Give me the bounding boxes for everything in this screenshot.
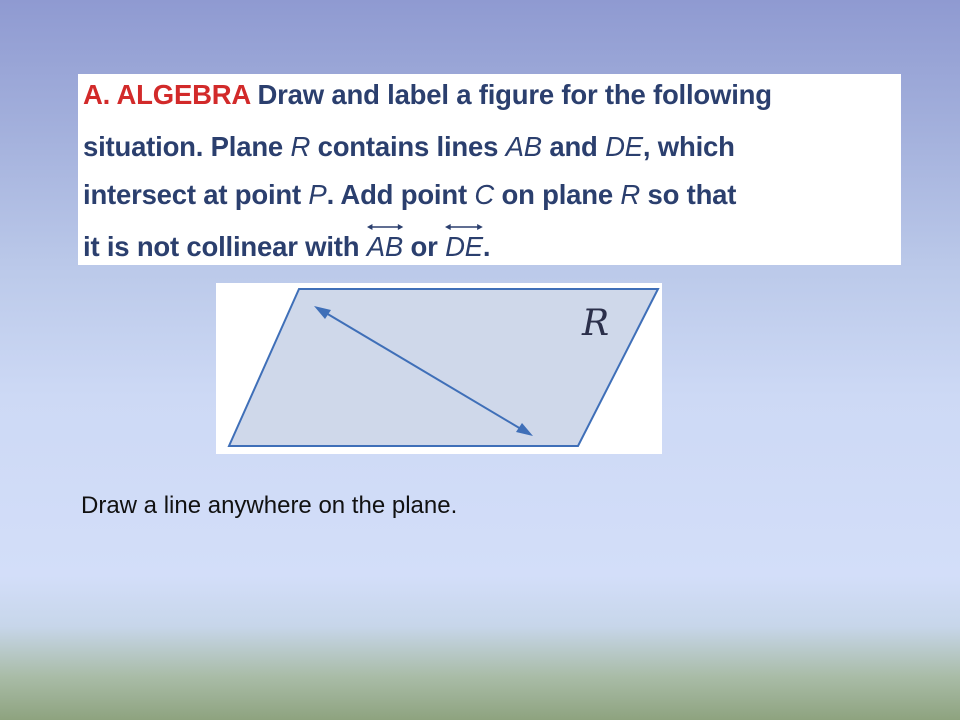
text-segment: situation. Plane: [83, 131, 291, 162]
double-arrow-icon: [367, 223, 403, 231]
text-segment: intersect at point: [83, 179, 309, 210]
double-arrow-icon: [445, 223, 483, 231]
line-de-variable: DE: [605, 131, 643, 162]
problem-label: A. ALGEBRA: [83, 79, 251, 110]
text-segment: .: [482, 231, 491, 262]
line-de-text: DE: [445, 231, 483, 262]
text-segment: it is not collinear with: [83, 231, 367, 262]
problem-line-2: [83, 131, 735, 163]
text-segment: and: [541, 131, 606, 162]
point-p-variable: P: [308, 179, 327, 210]
line-ab-text: AB: [366, 231, 404, 262]
plane-diagram: [216, 283, 662, 454]
problem-line-3: [83, 179, 736, 211]
text-segment: contains lines: [310, 131, 506, 162]
problem-statement: [78, 74, 901, 265]
point-c-variable: C: [474, 179, 495, 210]
plane-label: R: [582, 303, 610, 344]
text-segment: on plane: [494, 179, 621, 210]
instruction-text: Draw a line anywhere on the plane.: [81, 492, 458, 519]
text-segment: . Add point: [326, 179, 475, 210]
line-ab-variable: AB: [505, 131, 542, 162]
line-de-notation: [445, 231, 483, 263]
text-segment: so that: [640, 179, 737, 210]
text-segment: , which: [642, 131, 735, 162]
plane-variable: R: [290, 131, 311, 162]
problem-line-4: [83, 231, 490, 263]
text-segment: or: [403, 231, 446, 262]
problem-line-1-text: Draw and label a figure for the following: [250, 79, 772, 110]
problem-line-1: [83, 79, 772, 111]
plane-variable: R: [620, 179, 641, 210]
line-ab-notation: [367, 231, 403, 263]
plane-figure: [216, 283, 662, 454]
